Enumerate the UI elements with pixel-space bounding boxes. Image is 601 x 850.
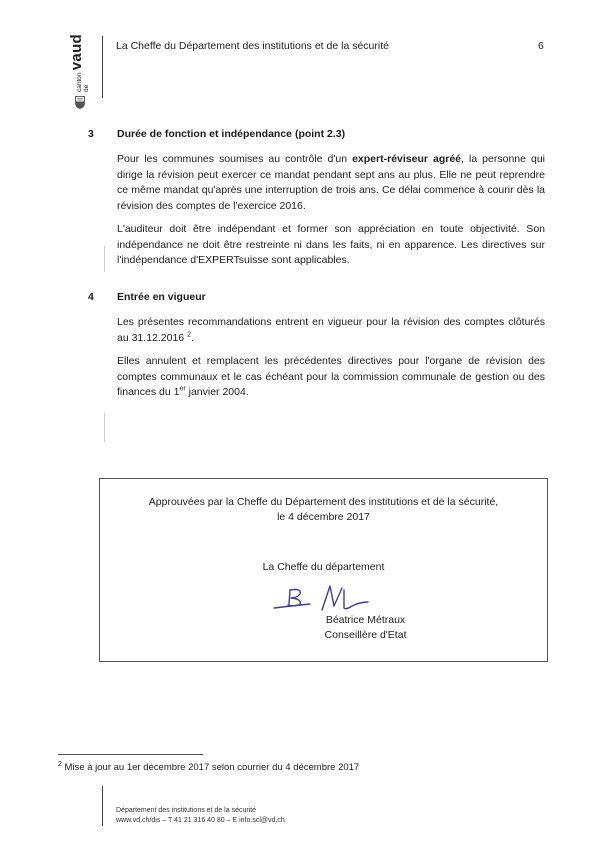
p1-bold-term: expert-réviseur agréé	[352, 153, 462, 165]
footnote-number: 2	[58, 760, 62, 768]
p1-text-start: Pour les communes soumises au contrôle d'un	[117, 153, 353, 165]
margin-mark	[104, 246, 105, 272]
footer-department: Département des institutions et de la sécurité	[116, 807, 257, 814]
margin-mark	[104, 412, 105, 442]
ordinal-sup: er	[179, 385, 186, 393]
signatory-name: Béatrice Métraux	[325, 614, 406, 626]
canton-vaud-logo	[66, 34, 92, 92]
section-3-paragraph-1	[117, 152, 545, 214]
approval-line-1: Approuvées par la Cheffe du Département des institutions et de la sécurité,	[148, 496, 499, 508]
s4p1-end: .	[190, 331, 194, 344]
approval-box	[99, 478, 548, 662]
footnote-text: Mise à jour au 1er décembre 2017 selon courrier du 4 décembre 2017	[61, 762, 360, 773]
approval-role: La Cheffe du département	[262, 561, 385, 573]
section-3-paragraph-2: L'auditeur doit être indépendant et former son appréciation en toute objectivité. Son indépendance ne doit être restreinte ni dans les faits, ni en apparence. Les directives sur l'indépendance d'EXPERTsuisse sont applicables.	[117, 223, 545, 266]
p1-text-end: , la personne qui dirige la révision peut exercer ce mandat pendant sept ans au plus. Elle ne peut reprendre ce même mandat qu'après une interruption de trois ans. Ce délai commence à courir dès la révision des comptes de l'exercice 2016.	[117, 153, 546, 212]
section-4-number: 4	[88, 291, 94, 303]
approval-date: le 4 décembre 2017	[277, 511, 370, 523]
section-3-title: Durée de fonction et indépendance (point 2.3)	[117, 128, 346, 140]
footnote-divider	[58, 754, 203, 755]
s4p1-text: Les présentes recommandations entrent en vigueur pour la révision des comptes clôturés au 31.12.2016	[117, 316, 545, 344]
section-4-title: Entrée en vigueur	[117, 291, 206, 303]
footnote	[58, 762, 359, 773]
vaud-crest-icon	[75, 96, 85, 109]
s4p2-end: janvier 2004.	[185, 386, 249, 398]
signatory-title: Conseillère d'Etat	[324, 629, 407, 641]
page-number: 6	[538, 40, 544, 52]
section-4-paragraph-1	[117, 315, 545, 346]
logo-canton-text: canton de	[76, 72, 90, 92]
handwritten-signature	[260, 580, 390, 614]
section-4-paragraph-2	[117, 354, 545, 401]
header-title: La Cheffe du Département des institutions et de la sécurité	[116, 40, 389, 52]
logo-vaud-text: vaud	[68, 34, 85, 71]
s4p2-text: Elles annulent et remplacent les précédentes directives pour l'organe de révision des comptes communaux et le cas échéant pour la commission communale de gestion ou des finances du 1	[117, 355, 545, 398]
footer-divider	[102, 786, 103, 826]
header-divider	[102, 36, 103, 98]
footnote-ref: 2	[187, 331, 191, 338]
section-3-number: 3	[88, 128, 94, 140]
footer-contact: www.vd.ch/dis – T 41 21 316 40 80 – E info.scl@vd.ch	[116, 817, 285, 824]
